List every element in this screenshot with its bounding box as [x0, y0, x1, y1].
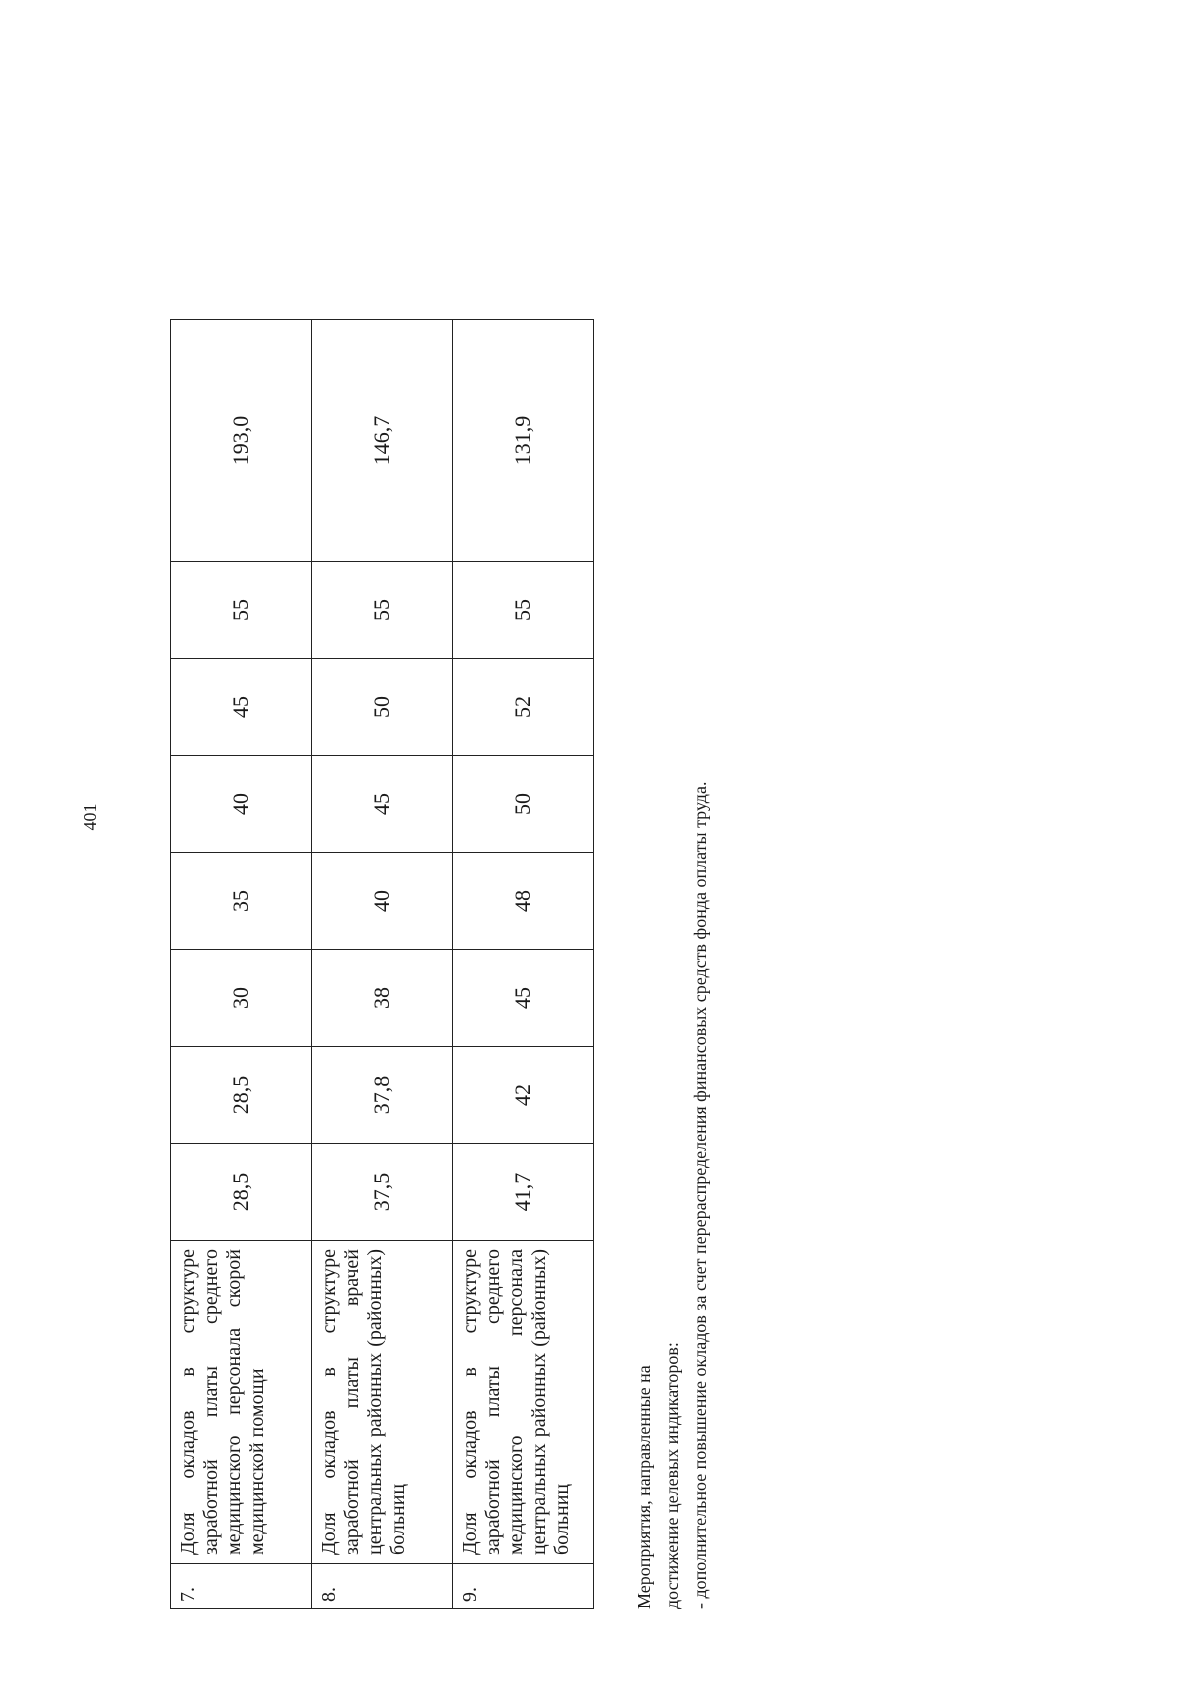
table-cell: 131,9: [453, 320, 594, 562]
row-number: 9.: [453, 1564, 594, 1609]
row-number: 8.: [312, 1564, 453, 1609]
measures-note: [630, 782, 714, 1609]
indicators-table: [170, 319, 594, 1609]
table-cell: 55: [171, 562, 312, 659]
table-cell: 193,0: [171, 320, 312, 562]
table-cell: 55: [312, 562, 453, 659]
table-cell: 52: [453, 659, 594, 756]
row-description: Доля окладов в структуре заработной платы врачей центральных районных (районных) больниц: [312, 1241, 453, 1564]
table-cell: 35: [171, 853, 312, 950]
note-line: достижение целевых индикаторов:: [662, 1342, 682, 1609]
row-description: Доля окладов в структуре заработной платы среднего медицинского персонала центральных районных (районных) больниц: [453, 1241, 594, 1564]
table-row: [171, 320, 312, 1609]
table-cell: 37,8: [312, 1047, 453, 1144]
table-cell: 50: [312, 659, 453, 756]
table-row: [453, 320, 594, 1609]
table-cell: 50: [453, 756, 594, 853]
note-line: - дополнительное повышение окладов за счет перераспределения финансовых средств фонда оплаты труда.: [690, 781, 710, 1609]
table-cell: 38: [312, 950, 453, 1047]
table-cell: 37,5: [312, 1144, 453, 1241]
table-row: [312, 320, 453, 1609]
note-line: Мероприятия, направленные на: [634, 1365, 654, 1609]
table-cell: 45: [171, 659, 312, 756]
table-cell: 28,5: [171, 1047, 312, 1144]
table-cell: 40: [171, 756, 312, 853]
table-cell: 146,7: [312, 320, 453, 562]
table-cell: 42: [453, 1047, 594, 1144]
row-description: Доля окладов в структуре заработной платы среднего медицинского персонала скорой медицинской помощи: [171, 1241, 312, 1564]
table-cell: 55: [453, 562, 594, 659]
page-number: 401: [80, 803, 100, 831]
row-number: 7.: [171, 1564, 312, 1609]
table-cell: 45: [453, 950, 594, 1047]
table-cell: 28,5: [171, 1144, 312, 1241]
table-cell: 48: [453, 853, 594, 950]
table-cell: 45: [312, 756, 453, 853]
table-cell: 40: [312, 853, 453, 950]
table-cell: 41,7: [453, 1144, 594, 1241]
table-cell: 30: [171, 950, 312, 1047]
